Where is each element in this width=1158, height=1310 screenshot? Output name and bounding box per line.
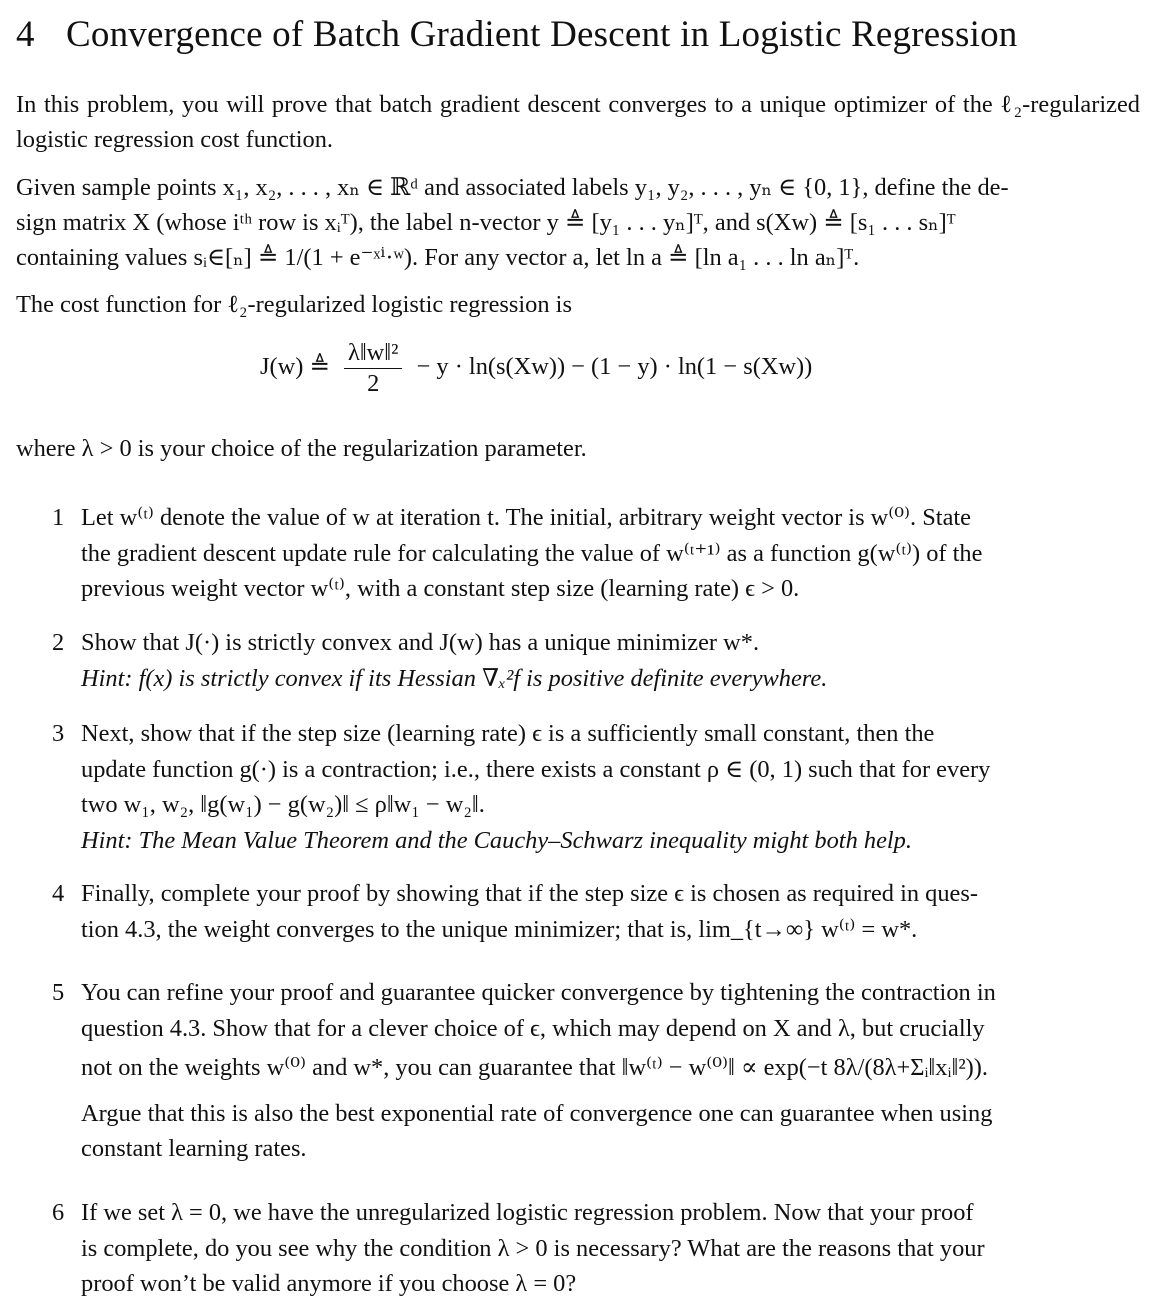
question-body xyxy=(81,1195,1132,1302)
section-title-text: Convergence of Batch Gradient Descent in Logistic Regression xyxy=(66,14,1018,55)
intro-paragraph-3: The cost function for ℓ₂-regularized logistic regression is xyxy=(16,291,572,318)
question-line: tion 4.3, the weight converges to the unique minimizer; that is, lim_{t→∞} w⁽ᵗ⁾ = w*. xyxy=(81,915,918,943)
section-number: 4 xyxy=(16,14,35,55)
question-line: If we set λ = 0, we have the unregularized logistic regression problem. Now that your proof xyxy=(81,1199,974,1226)
question-line: not on the weights w⁽⁰⁾ and w*, you can guarantee that ‖w⁽ᵗ⁾ − w⁽⁰⁾‖ ∝ exp(−t 8λ/(8λ+Σᵢ‖xᵢ‖²)). xyxy=(81,1054,988,1081)
question-body xyxy=(81,876,1132,947)
question-line: is complete, do you see why the condition λ > 0 is necessary? What are the reasons that your xyxy=(81,1234,985,1262)
equation-fraction xyxy=(344,338,402,399)
question-line: Argue that this is also the best exponential rate of convergence one can guarantee when using xyxy=(81,1099,993,1127)
question-3 xyxy=(52,716,1132,858)
question-line: Finally, complete your proof by showing that if the step size ϵ is chosen as required in ques- xyxy=(81,880,978,907)
intro-paragraph-2-line-1: Given sample points x₁, x₂, . . . , xₙ ∈ ℝᵈ and associated labels y₁, y₂, . . . , yₙ ∈ {0, 1}, define the de- xyxy=(16,174,1009,201)
question-number: 1 xyxy=(52,504,65,531)
question-body xyxy=(81,625,1132,696)
equation-numerator: λ‖w‖² xyxy=(344,338,402,369)
question-number: 2 xyxy=(52,629,65,656)
question-body xyxy=(81,975,1132,1167)
equation-rhs: − y · ln(s(Xw)) − (1 − y) · ln(1 − s(Xw)) xyxy=(416,353,813,381)
question-number: 4 xyxy=(52,880,65,907)
intro-paragraph-2-line-3: containing values sᵢ∈[ₙ] ≜ 1/(1 + e⁻ˣⁱ·ʷ). For any vector a, let ln a ≜ [ln a₁ . . . ln aₙ]ᵀ. xyxy=(16,244,860,271)
question-hint: Hint: f(x) is strictly convex if its Hessian ∇ₓ²f is positive definite everywhere. xyxy=(81,664,828,692)
question-hint: Hint: The Mean Value Theorem and the Cauchy–Schwarz inequality might both help. xyxy=(81,826,912,854)
question-2 xyxy=(52,625,1132,696)
question-line: Let w⁽ᵗ⁾ denote the value of w at iteration t. The initial, arbitrary weight vector is w⁽⁰⁾. State xyxy=(81,504,972,531)
question-line: the gradient descent update rule for calculating the value of w⁽ᵗ⁺¹⁾ as a function g(w⁽ᵗ⁾) of the xyxy=(81,539,983,567)
question-4 xyxy=(52,876,1132,947)
question-line: previous weight vector w⁽ᵗ⁾, with a constant step size (learning rate) ϵ > 0. xyxy=(81,575,800,602)
question-number: 5 xyxy=(52,979,65,1006)
question-number: 3 xyxy=(52,720,65,747)
question-6 xyxy=(52,1195,1132,1302)
section-title xyxy=(16,10,1136,60)
intro-paragraph-2-line-2: sign matrix X (whose iᵗʰ row is xᵢᵀ), the label n-vector y ≜ [y₁ . . . yₙ]ᵀ, and s(Xw) ≜ [s₁ . . . sₙ]ᵀ xyxy=(16,209,956,236)
equation-denominator: 2 xyxy=(367,370,380,397)
question-body xyxy=(81,500,1132,607)
question-line: update function g(·) is a contraction; i.e., there exists a constant ρ ∈ (0, 1) such that for every xyxy=(81,755,991,783)
question-line: constant learning rates. xyxy=(81,1135,307,1162)
intro-paragraph-1: In this problem, you will prove that batch gradient descent converges to a unique optimizer of the ℓ₂-regularized logistic regression cost function. xyxy=(16,91,1140,153)
question-line: question 4.3. Show that for a clever choice of ϵ, which may depend on X and λ, but crucially xyxy=(81,1014,985,1042)
question-1 xyxy=(52,500,1132,607)
intro-paragraph-2 xyxy=(16,170,1140,275)
question-line: You can refine your proof and guarantee quicker convergence by tightening the contraction in xyxy=(81,979,996,1006)
question-line: two w₁, w₂, ‖g(w₁) − g(w₂)‖ ≤ ρ‖w₁ − w₂‖. xyxy=(81,791,485,818)
question-number: 6 xyxy=(52,1199,65,1226)
question-line: Show that J(·) is strictly convex and J(w) has a unique minimizer w*. xyxy=(81,629,760,656)
cost-function-equation xyxy=(260,338,812,399)
intro-paragraph-4: where λ > 0 is your choice of the regularization parameter. xyxy=(16,435,587,462)
question-5 xyxy=(52,975,1132,1167)
question-line: proof won’t be valid anymore if you choose λ = 0? xyxy=(81,1270,577,1297)
equation-lhs: J(w) ≜ xyxy=(260,353,330,381)
question-body xyxy=(81,716,1132,858)
question-line: Next, show that if the step size (learning rate) ϵ is a sufficiently small constant, then the xyxy=(81,720,935,747)
